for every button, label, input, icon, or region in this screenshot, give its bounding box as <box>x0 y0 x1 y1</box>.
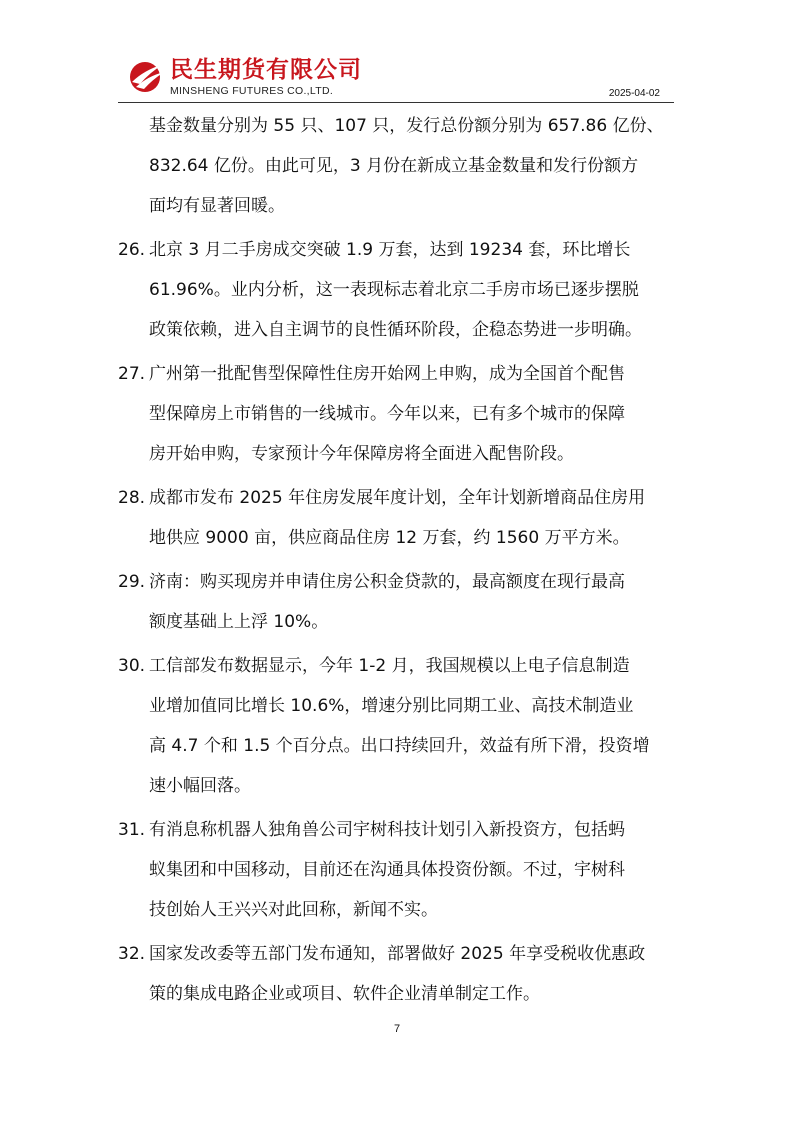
item-line: 有消息称机器人独角兽公司宇树科技计划引入新投资方，包括蚂 <box>149 820 625 840</box>
item-line: 速小幅回落。 <box>149 776 251 796</box>
item-line: 61.96%。业内分析，这一表现标志着北京二手房市场已逐步摆脱 <box>149 280 639 300</box>
item-number: 27. <box>118 364 146 384</box>
item-line: 广州第一批配售型保障性住房开始网上申购，成为全国首个配售 <box>149 364 625 384</box>
item-number: 31. <box>118 820 146 840</box>
item-line: 面均有显著回暖。 <box>149 196 285 216</box>
item-number: 29. <box>118 572 146 592</box>
item-line: 房开始申购，专家预计今年保障房将全面进入配售阶段。 <box>149 444 574 464</box>
minsheng-logo-icon <box>126 58 166 94</box>
item-number: 32. <box>118 944 146 964</box>
item-line: 蚁集团和中国移动，目前还在沟通具体投资份额。不过，宇树科 <box>149 860 625 880</box>
item-number: 28. <box>118 488 146 508</box>
item-line: 国家发改委等五部门发布通知，部署做好 2025 年享受税收优惠政 <box>149 944 646 964</box>
report-date: 2025-04-02 <box>608 88 660 99</box>
item-number: 26. <box>118 240 146 260</box>
item-line: 业增加值同比增长 10.6%，增速分别比同期工业、高技术制造业 <box>149 696 634 716</box>
item-line: 政策依赖，进入自主调节的良性循环阶段，企稳态势进一步明确。 <box>149 320 642 340</box>
item-line: 北京 3 月二手房成交突破 1.9 万套，达到 19234 套，环比增长 <box>149 240 631 260</box>
item-line: 型保障房上市销售的一线城市。今年以来，已有多个城市的保障 <box>149 404 625 424</box>
company-name-en: MINSHENG FUTURES CO.,LTD. <box>170 85 334 97</box>
item-line: 高 4.7 个和 1.5 个百分点。出口持续回升，效益有所下滑，投资增 <box>149 736 650 756</box>
item-line: 工信部发布数据显示，今年 1-2 月，我国规模以上电子信息制造 <box>149 656 630 676</box>
company-name-cn: 民生期货有限公司 <box>170 57 362 83</box>
item-line: 策的集成电路企业或项目、软件企业清单制定工作。 <box>149 984 540 1004</box>
item-line: 基金数量分别为 55 只、107 只，发行总份额分别为 657.86 亿份、 <box>149 116 664 136</box>
page-header <box>118 52 674 103</box>
item-line: 技创始人王兴兴对此回称，新闻不实。 <box>149 900 438 920</box>
item-line: 成都市发布 2025 年住房发展年度计划，全年计划新增商品住房用 <box>149 488 646 508</box>
item-line: 济南：购买现房并申请住房公积金贷款的，最高额度在现行最高 <box>149 572 625 592</box>
page-number: 7 <box>393 1023 401 1035</box>
item-line: 832.64 亿份。由此可见，3 月份在新成立基金数量和发行份额方 <box>149 156 639 176</box>
item-line: 额度基础上上浮 10%。 <box>149 612 329 632</box>
item-number: 30. <box>118 656 146 676</box>
item-line: 地供应 9000 亩，供应商品住房 12 万套，约 1560 万平方米。 <box>149 528 630 548</box>
